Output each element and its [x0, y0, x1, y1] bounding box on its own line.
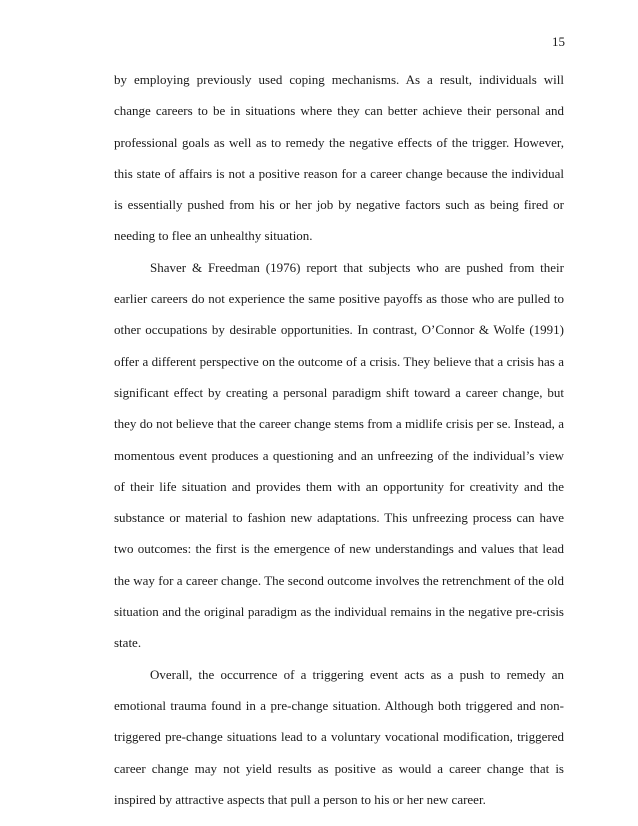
- paragraph-continuation: by employing previously used coping mechanisms. As a result, individuals will change careers to be in situations where they can better achieve their personal and professional goals as well as to remedy the negative effects of the trigger. However, this state of affairs is not a positive reason for a career change because the individual is essentially pushed from his or her job by negative factors such as being fired or needing to flee an unhealthy situation.: [114, 72, 564, 244]
- paragraph-overall: Overall, the occurrence of a triggering event acts as a push to remedy an emotional trauma found in a pre-change situation. Although both triggered and non-triggered pre-change situations lead to a voluntary vocational modification, triggered career change may not yield results as positive as would a career change that is inspired by attractive aspects that pull a person to his or her new career.: [114, 666, 564, 807]
- paragraph-shaver-freedman: Shaver & Freedman (1976) report that subjects who are pushed from their earlier careers do not experience the same positive payoffs as those who are pulled to other occupations by desirable opportunities. In contrast, O’Connor & Wolfe (1991) offer a different perspective on the outcome of a crisis. They believe that a crisis has a significant effect by creating a personal paradigm shift toward a career change, but they do not believe that the career change stems from a midlife crisis per se. Instead, a momentous event produces a questioning and an unfreezing of the individual’s view of their life situation and provides them with an opportunity for creativity and the substance or material to fashion new adaptations. This unfreezing process can have two outcomes: the first is the emergence of new understandings and values that lead the way for a career change. The second outcome involves the retrenchment of the old situation and the original paradigm as the individual remains in the negative pre-crisis state.: [114, 259, 564, 651]
- body-text: [114, 64, 564, 815]
- page-number: 15: [552, 34, 565, 49]
